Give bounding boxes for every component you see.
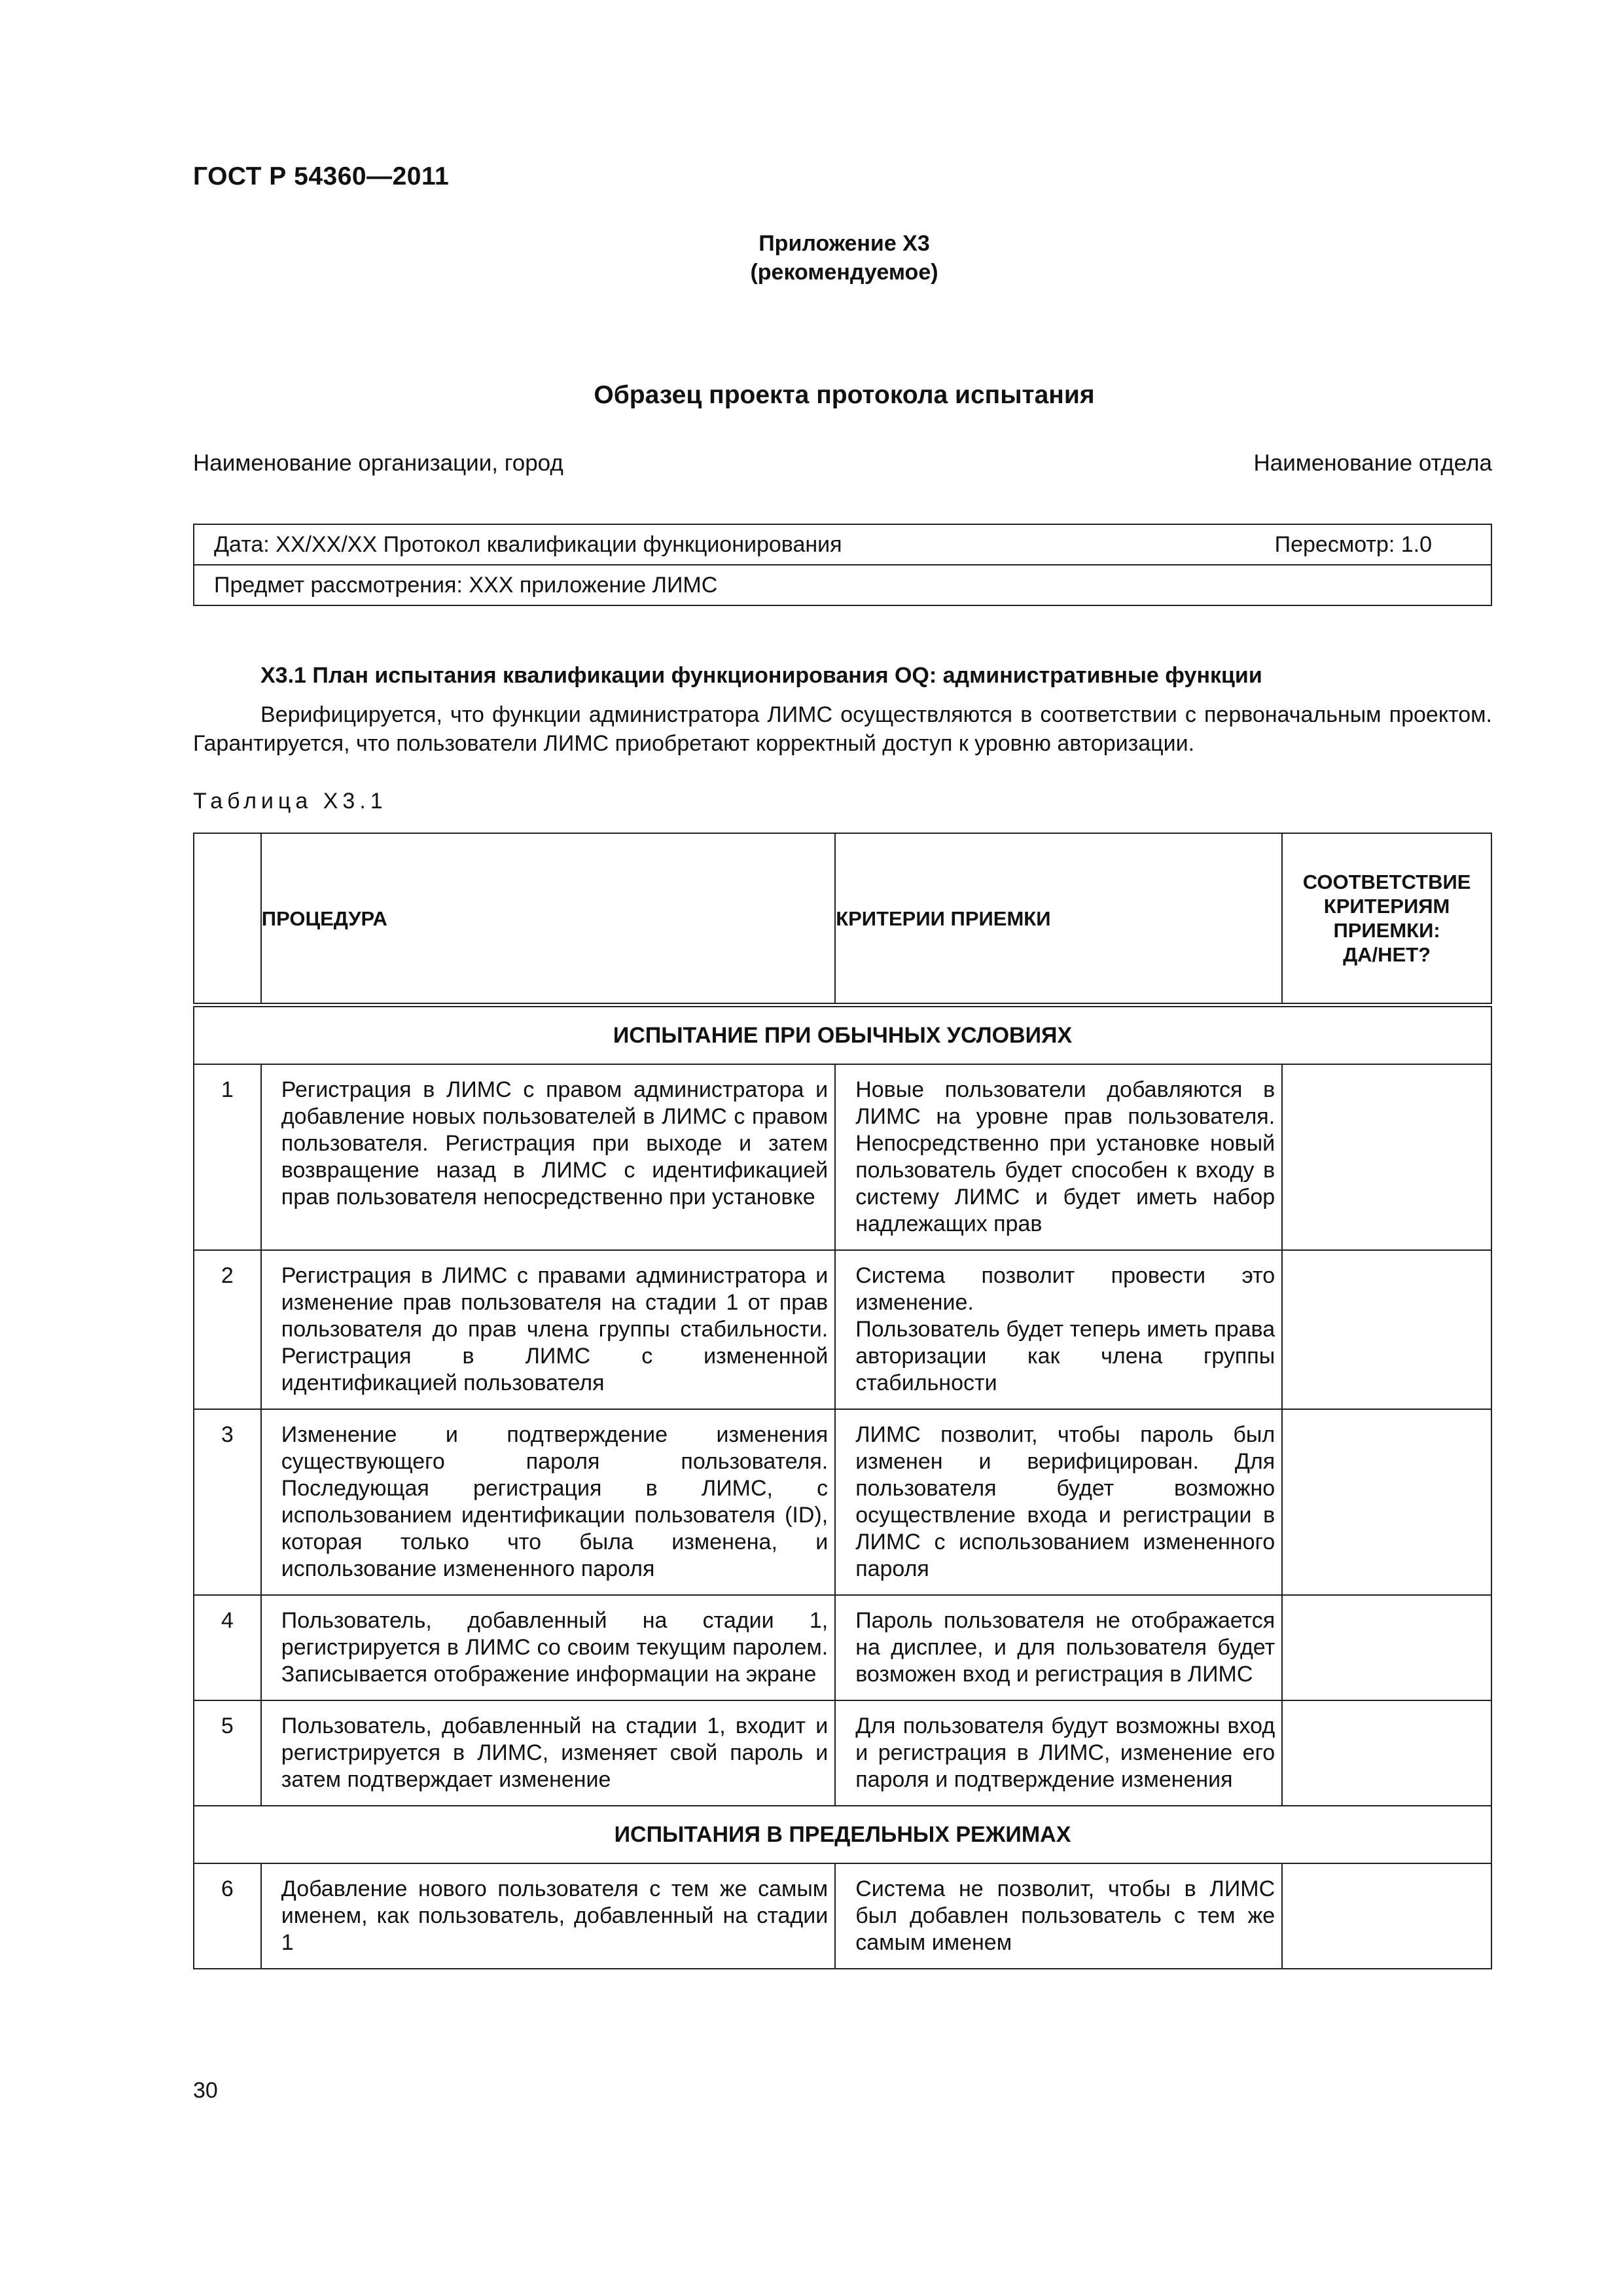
row-compliance-cell[interactable] (1282, 1595, 1491, 1700)
row-compliance-cell[interactable] (1282, 1250, 1491, 1409)
header-compliance-line-4: ДА/НЕТ? (1343, 943, 1431, 966)
group-row-normal (194, 1005, 1491, 1065)
protocol-date-cell (194, 524, 1491, 565)
oq-test-table (193, 833, 1492, 1969)
row-number: 4 (194, 1595, 261, 1700)
protocol-info-table (193, 524, 1492, 606)
section-heading: Х3.1 План испытания квалификации функционирования OQ: административные функции (260, 663, 1262, 688)
row-criteria-line-2: Пользователь будет теперь иметь права авторизации как члена группы стабильности (855, 1317, 1275, 1395)
row-procedure: Регистрация в ЛИМС с правом администратора и добавление новых пользователей в ЛИМС с правом пользователя. Регистрация при выходе и затем возвращение назад в ЛИМС с идентификацией прав пользователя непосредственно при установке (261, 1064, 835, 1250)
table-row (194, 1595, 1491, 1700)
protocol-subject-row (194, 565, 1491, 605)
table-row (194, 1250, 1491, 1409)
row-compliance-cell[interactable] (1282, 1700, 1491, 1806)
protocol-date-row (194, 524, 1491, 565)
row-compliance-cell[interactable] (1282, 1409, 1491, 1595)
header-compliance-line-2: КРИТЕРИЯМ (1323, 895, 1450, 918)
row-criteria: Пароль пользователя не отображается на дисплее, и для пользователя будет возможен вход и регистрация в ЛИМС (835, 1595, 1282, 1700)
row-number: 1 (194, 1064, 261, 1250)
row-procedure: Добавление нового пользователя с тем же самым именем, как пользователь, добавленный на стадии 1 (261, 1863, 835, 1969)
row-criteria: ЛИМС позволит, чтобы пароль был изменен и верифицирован. Для пользователя будет возможно осуществление входа и регистрации в ЛИМС с использованием измененного пароля (835, 1409, 1282, 1595)
row-number: 6 (194, 1863, 261, 1969)
table-header-row (194, 833, 1491, 1005)
row-criteria: Система не позволит, чтобы в ЛИМС был добавлен пользователь с тем же самым именем (835, 1863, 1282, 1969)
row-procedure: Пользователь, добавленный на стадии 1, входит и регистрируется в ЛИМС, изменяет свой пароль и затем подтверждает изменение (261, 1700, 835, 1806)
row-procedure: Пользователь, добавленный на стадии 1, регистрируется в ЛИМС со своим текущим паролем. Записывается отображение информации на экране (261, 1595, 835, 1700)
organization-label: Наименование организации, город (193, 450, 563, 476)
document-code: ГОСТ Р 54360—2011 (193, 162, 450, 190)
protocol-date-line: Дата: ХХ/ХХ/ХХ Протокол квалификации функционирования (214, 531, 842, 557)
table-row (194, 1409, 1491, 1595)
row-criteria (835, 1250, 1282, 1409)
section-intro: Верифицируется, что функции администратора ЛИМС осуществляются в соответствии с первоначальным проектом. Гарантируется, что пользователи ЛИМС приобретают корректный доступ к уровню авторизации. (193, 702, 1492, 756)
header-compliance-line-1: СООТВЕТСТВИЕ (1302, 870, 1471, 893)
table-row (194, 1064, 1491, 1250)
header-procedure: ПРОЦЕДУРА (261, 833, 835, 1005)
department-label: Наименование отдела (1253, 450, 1492, 476)
table-row (194, 1863, 1491, 1969)
header-compliance (1282, 833, 1491, 1005)
group-normal-conditions: ИСПЫТАНИЕ ПРИ ОБЫЧНЫХ УСЛОВИЯХ (194, 1005, 1491, 1065)
group-row-extreme (194, 1806, 1491, 1863)
protocol-subject: Предмет рассмотрения: ХХХ приложение ЛИМС (194, 565, 1491, 605)
row-criteria: Для пользователя будут возможны вход и регистрация в ЛИМС, изменение его пароля и подтверждение изменения (835, 1700, 1282, 1806)
page-number: 30 (193, 2078, 218, 2103)
header-compliance-line-3: ПРИЕМКИ: (1333, 919, 1440, 942)
row-number: 3 (194, 1409, 261, 1595)
row-procedure: Регистрация в ЛИМС с правами администратора и изменение прав пользователя на стадии 1 от прав пользователя до прав члена группы стабильности. Регистрация в ЛИМС с измененной идентификацией пользователя (261, 1250, 835, 1409)
appendix-status: (рекомендуемое) (750, 260, 938, 285)
row-criteria-line-1: Система позволит провести это изменение. (855, 1263, 1275, 1315)
table-caption: Таблица Х3.1 (193, 789, 387, 814)
row-compliance-cell[interactable] (1282, 1863, 1491, 1969)
row-compliance-cell[interactable] (1282, 1064, 1491, 1250)
header-number (194, 833, 261, 1005)
document-title: Образец проекта протокола испытания (594, 381, 1095, 409)
group-extreme-modes: ИСПЫТАНИЯ В ПРЕДЕЛЬНЫХ РЕЖИМАХ (194, 1806, 1491, 1863)
header-criteria: КРИТЕРИИ ПРИЕМКИ (835, 833, 1282, 1005)
appendix-heading (0, 229, 1623, 287)
row-number: 5 (194, 1700, 261, 1806)
row-procedure: Изменение и подтверждение изменения существующего пароля пользователя. Последующая регистрация в ЛИМС, с использованием идентификации пользователя (ID), которая только что была изменена, и использование измененного пароля (261, 1409, 835, 1595)
protocol-revision: Пересмотр: 1.0 (1274, 531, 1432, 557)
row-criteria: Новые пользователи добавляются в ЛИМС на уровне прав пользователя. Непосредственно при установке новый пользователь будет способен к входу в систему ЛИМС и будет иметь набор надлежащих прав (835, 1064, 1282, 1250)
appendix-title: Приложение Х3 (758, 231, 930, 256)
row-number: 2 (194, 1250, 261, 1409)
table-row (194, 1700, 1491, 1806)
